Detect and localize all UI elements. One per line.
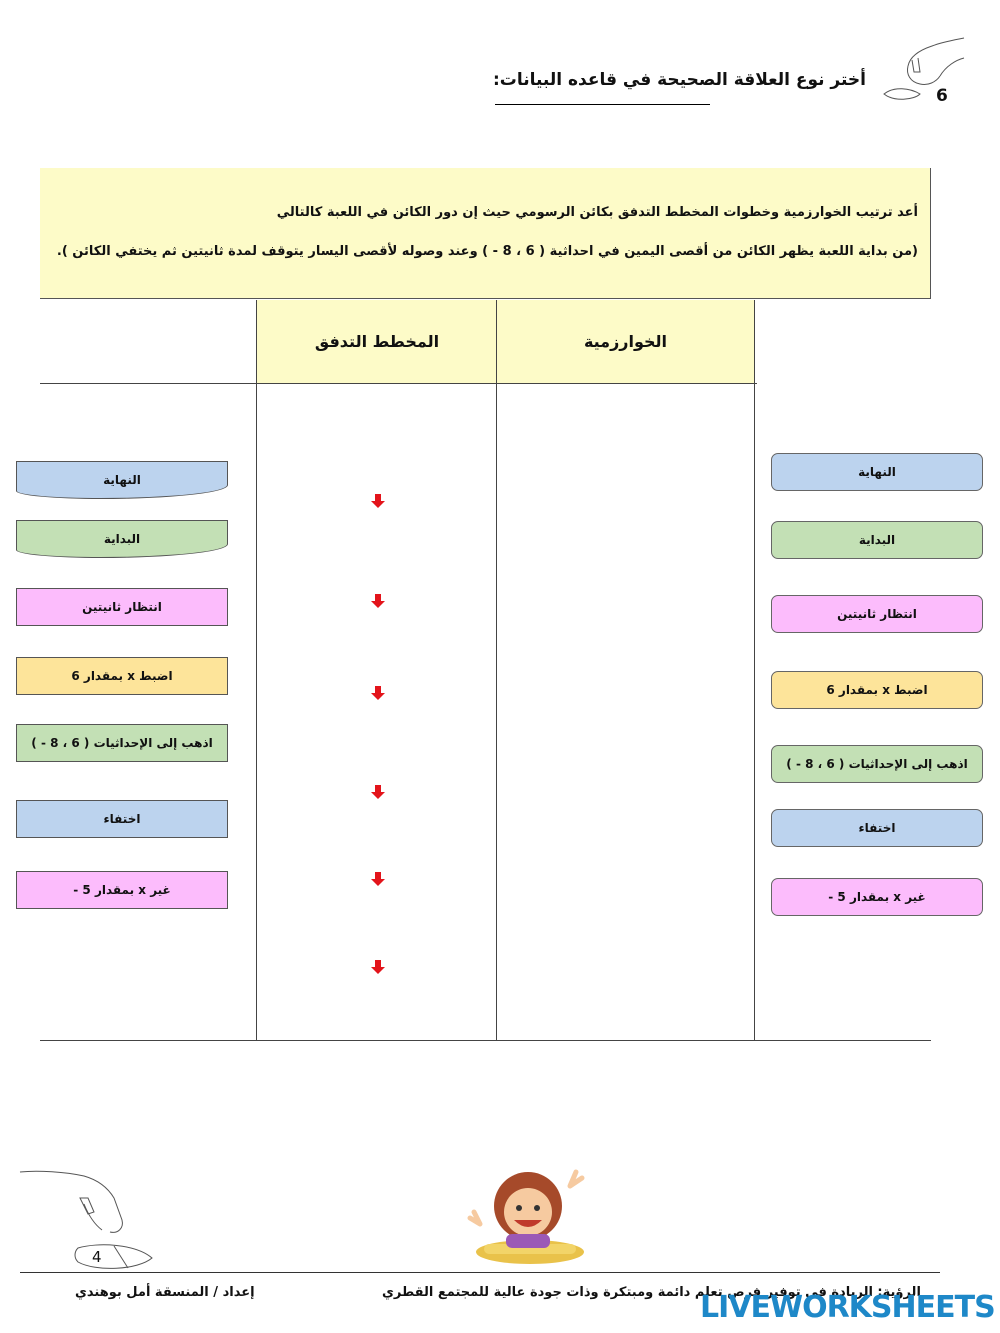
table-line-left bbox=[256, 300, 257, 1040]
flowchart-card-change-x[interactable]: غير x بمقدار 5 - bbox=[16, 871, 228, 909]
down-arrow-icon bbox=[370, 959, 386, 975]
table-line-middle bbox=[496, 300, 497, 1040]
algorithm-card-start[interactable]: البداية bbox=[771, 521, 983, 559]
header-underline bbox=[495, 104, 710, 105]
vision-statement: الرؤية: الريادة في توفير فرص تعلم دائمة ومبتكرة وذات جودة عالية للمجتمع القطري bbox=[382, 1285, 921, 1300]
table-bottom-line bbox=[40, 1040, 931, 1041]
algorithm-card-end[interactable]: النهاية bbox=[771, 453, 983, 491]
algorithm-card-goto[interactable]: اذهب إلى الإحداثيات ( 6 ، 8 - ) bbox=[771, 745, 983, 783]
flowchart-column-header: المخطط التدفق bbox=[257, 300, 497, 383]
question-title: أختر نوع العلاقة الصحيحة في قاعده البيانات: bbox=[492, 70, 866, 90]
down-arrow-icon bbox=[370, 685, 386, 701]
prepared-by: إعداد / المنسقة أمل بوهندي bbox=[75, 1285, 255, 1300]
footer-line bbox=[20, 1272, 940, 1273]
algorithm-card-hide[interactable]: اختفاء bbox=[771, 809, 983, 847]
algorithm-drop-area[interactable] bbox=[498, 385, 753, 1039]
flowchart-card-wait[interactable]: انتظار ثانيتين bbox=[16, 588, 228, 626]
flowchart-card-set-x[interactable]: اضبط x بمقدار 6 bbox=[16, 657, 228, 695]
instructions-box bbox=[40, 168, 931, 299]
flowchart-card-goto[interactable]: اذهب إلى الإحداثيات ( 6 ، 8 - ) bbox=[16, 724, 228, 762]
girl-illustration bbox=[466, 1164, 590, 1266]
instructions-line-1: أعد ترتيب الخوارزمية وخطوات المخطط التدفق بكائن الرسومي حيث إن دور الكائن في اللعبة كالتالي bbox=[276, 205, 918, 220]
hand-mouse-icon-bottom bbox=[18, 1168, 158, 1274]
instructions-line-2: (من بداية اللعبة يظهر الكائن من أقصى اليمين في احداثية ( 6 ، 8 - ) وعند وصوله لأقصى اليسار يتوقف لمدة ثانيتين ثم يختفي الكائن ). bbox=[56, 244, 918, 259]
down-arrow-icon bbox=[370, 871, 386, 887]
down-arrow-icon bbox=[370, 593, 386, 609]
algorithm-column-header: الخوارزمية bbox=[497, 300, 754, 383]
flowchart-card-start[interactable]: البداية bbox=[16, 520, 228, 558]
page-number: 4 bbox=[92, 1248, 102, 1266]
down-arrow-icon bbox=[370, 493, 386, 509]
flowchart-drop-area[interactable] bbox=[258, 385, 495, 1039]
flowchart-card-hide[interactable]: اختفاء bbox=[16, 800, 228, 838]
down-arrow-icon bbox=[370, 784, 386, 800]
flowchart-card-end[interactable]: النهاية bbox=[16, 461, 228, 499]
question-number: 6 bbox=[936, 86, 948, 106]
table-line-right bbox=[754, 300, 755, 1040]
liveworksheets-logo: LIVEWORKSHEETS bbox=[700, 1290, 995, 1325]
table-header-bottom-line bbox=[40, 383, 757, 384]
algorithm-card-wait[interactable]: انتظار ثانيتين bbox=[771, 595, 983, 633]
algorithm-card-change-x[interactable]: غير x بمقدار 5 - bbox=[771, 878, 983, 916]
algorithm-card-set-x[interactable]: اضبط x بمقدار 6 bbox=[771, 671, 983, 709]
hand-mouse-icon-top bbox=[880, 36, 966, 106]
